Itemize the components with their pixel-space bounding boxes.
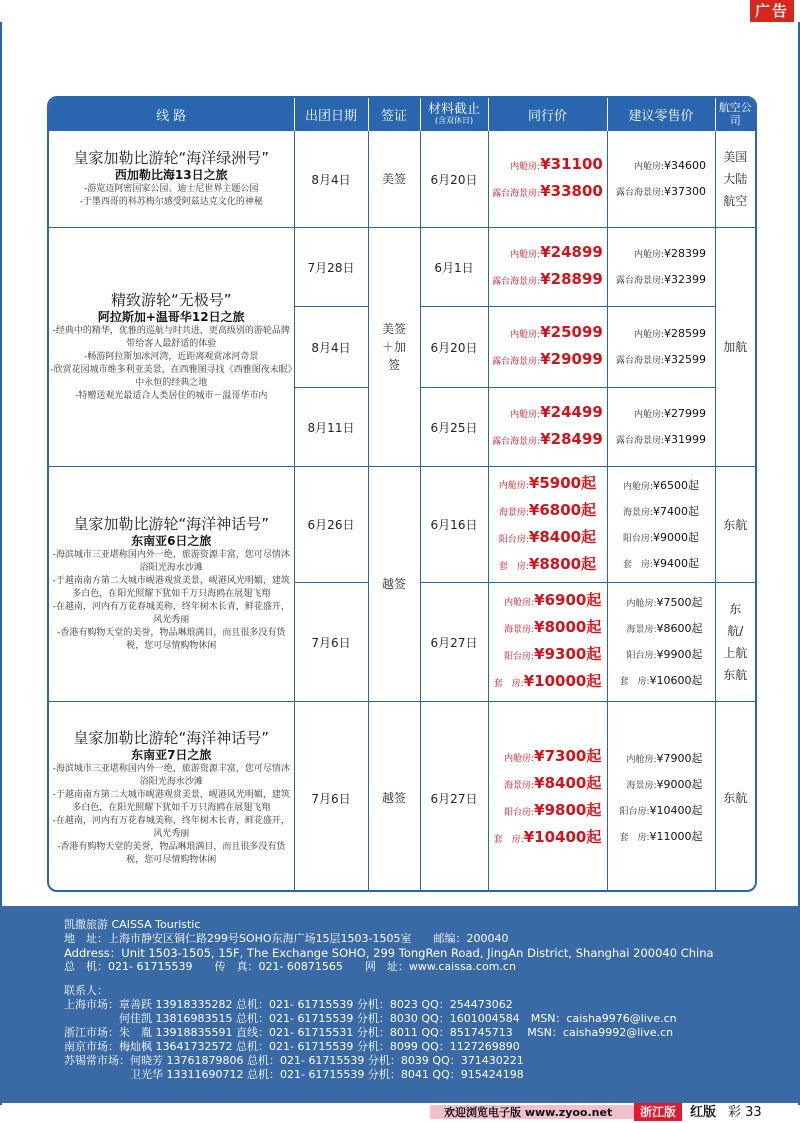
peer-price-cell: [488, 228, 607, 307]
price-line: [499, 471, 596, 498]
retail-price-cell: [607, 228, 715, 307]
departure-date: 8月4日: [294, 307, 368, 388]
price-line: [619, 772, 702, 798]
retail-price-cell: [607, 702, 715, 893]
cabin-label: 内舱房:: [510, 330, 541, 340]
peer-price: ¥8800起: [528, 554, 597, 573]
itinerary-highlight: -经典中的精华，优雅的巡航与时共进，更高级别的游轮品牌带给客人最舒适的体验: [52, 326, 290, 349]
peer-price: ¥24499: [540, 403, 603, 421]
price-line: [616, 179, 706, 205]
retail-price-cell: [607, 467, 715, 583]
visa-label: 美签: [381, 172, 406, 186]
header-date: 出团日期: [294, 98, 368, 131]
price-line: [619, 746, 702, 772]
peer-price: ¥33800: [540, 182, 603, 200]
visa-type: [368, 702, 420, 893]
retail-price: ¥6500起: [653, 478, 700, 492]
price-line: [494, 798, 602, 825]
airline-cell: [715, 228, 755, 467]
price-line: [494, 642, 602, 669]
cabin-label: 套 房:: [619, 833, 650, 843]
price-list: [492, 240, 603, 294]
header-route: 线 路: [49, 98, 294, 131]
cabin-label: 内舱房:: [626, 599, 657, 609]
retail-price: ¥7400起: [653, 504, 700, 518]
cabin-label: 阳台房:: [498, 534, 529, 545]
price-list: [494, 744, 602, 852]
airline-cell: [715, 583, 755, 702]
itinerary-highlight: -畅游阿拉斯加冰河湾，近距离观赏冰河奇景: [84, 352, 259, 362]
cabin-label: 内舱房:: [510, 162, 541, 172]
cabin-label: 露台海景房:: [492, 357, 541, 367]
header-peer-price: 同行价: [488, 98, 607, 131]
peer-price-cell: [488, 307, 607, 388]
retail-price-cell: [607, 388, 715, 467]
departure-date: 7月6日: [294, 583, 368, 702]
itinerary-highlight: -香港有购物天堂的美誉，物品琳琅满目，而且很多没有货税，您可尽情购物休闲: [57, 842, 286, 865]
header-airline: [715, 98, 755, 131]
itinerary-highlight: -特赠送观光最适合人类居住的城市－温哥华市内: [75, 391, 268, 401]
address-en: Address：Unit 1503-1505, 15F, The Exchange SOHO, 299 TongRen Road, JingAn District, Shanghai 200040 China: [64, 946, 714, 960]
price-line: [623, 525, 699, 551]
retail-price-cell: [607, 131, 715, 228]
ship-name: 皇家加勒比游轮“海洋神话号”: [73, 729, 270, 747]
cabin-label: 阳台房:: [622, 533, 654, 544]
peer-price: ¥5900起: [528, 473, 597, 492]
cabin-label: 阳台房:: [626, 651, 657, 661]
price-list: [492, 400, 603, 454]
tour-row: [49, 228, 755, 307]
price-list: [616, 401, 706, 453]
retail-price: ¥9000起: [653, 530, 700, 544]
departure-date: 7月28日: [294, 228, 368, 307]
retail-price: ¥28399: [664, 247, 707, 260]
price-line: [492, 152, 603, 179]
material-deadline: 6月16日: [420, 467, 488, 583]
price-line: [494, 825, 602, 852]
price-line: [616, 267, 706, 293]
peer-price: ¥8400起: [534, 774, 602, 792]
price-line: [616, 347, 706, 373]
peer-price: ¥28899: [540, 270, 603, 288]
header-deadline-note: (含双休日): [434, 116, 474, 125]
peer-price: ¥6800起: [528, 500, 597, 519]
material-deadline: 6月27日: [420, 702, 488, 893]
header-retail-price: 建议零售价: [607, 98, 715, 131]
route-cell: [49, 228, 294, 467]
price-line: [492, 400, 603, 427]
retail-price: ¥32599: [664, 353, 707, 366]
peer-price: ¥25099: [540, 323, 603, 341]
peer-price: ¥10000起: [523, 672, 602, 690]
cabin-label: 内舱房:: [510, 250, 541, 260]
contact-footer: [0, 906, 800, 1103]
peer-price: ¥24899: [540, 243, 603, 261]
price-line: [492, 347, 603, 374]
welcome-link[interactable]: 欢迎浏览电子版 www.zyoo.net: [444, 1106, 613, 1119]
cabin-label: 内舱房:: [633, 250, 665, 260]
price-line: [494, 615, 602, 642]
cabin-label: 海景房:: [504, 781, 535, 791]
retail-price: ¥9900起: [656, 648, 703, 661]
footer-gap: [64, 974, 800, 984]
price-line: [499, 525, 596, 552]
cabin-label: 阳台房:: [619, 807, 650, 817]
edition-tag: 浙江版: [634, 1103, 682, 1121]
contacts-title: 联系人：: [64, 984, 108, 997]
retail-price: ¥37300: [664, 185, 707, 198]
peer-price-cell: [488, 583, 607, 702]
peer-price-cell: [488, 467, 607, 583]
route-cell: [49, 702, 294, 893]
peer-price: ¥9800起: [534, 801, 602, 819]
contact-line: 浙江市场：朱 胤 13918835591 直线：021- 61715531 分机：8011 QQ：851745713 MSN：caisha9992@live.cn: [64, 1026, 674, 1039]
cabin-label: 内舱房:: [626, 755, 657, 765]
price-list: [619, 590, 702, 694]
price-list: [492, 152, 603, 206]
airline-label: 加航: [723, 340, 748, 354]
cabin-label: 露台海景房:: [615, 356, 665, 366]
cabin-label: 套 房:: [498, 561, 529, 572]
itinerary-highlight: -海滨城市三亚堪称国内外一绝，旅游资源丰富，您可尽情沐浴阳光海水沙滩: [52, 550, 290, 573]
price-line: [499, 552, 596, 579]
price-list: [616, 321, 706, 373]
price-line: [492, 267, 603, 294]
cabin-label: 露台海景房:: [492, 189, 541, 199]
retail-price: ¥9400起: [653, 556, 700, 570]
visa-label: 越签: [381, 791, 406, 805]
material-deadline: 6月1日: [420, 228, 488, 307]
company-name: 凯撒旅游 CAISSA Touristic: [64, 918, 201, 931]
phone-line: 总 机：021- 61715539 传 真：021- 60871565 网 址：www.caissa.com.cn: [64, 960, 516, 973]
peer-price: ¥10400起: [523, 828, 602, 846]
retail-price: ¥28599: [664, 327, 707, 340]
itinerary-title: 东南亚6日之旅: [131, 534, 212, 548]
airline-label: 东航/上航东航: [723, 602, 748, 682]
peer-price: ¥29099: [540, 350, 603, 368]
retail-price: ¥10600起: [649, 674, 703, 687]
visa-type: [368, 467, 420, 702]
material-deadline: 6月27日: [420, 583, 488, 702]
cabin-label: 内舱房:: [504, 598, 535, 608]
itinerary-title: 东南亚7日之旅: [131, 748, 212, 762]
price-line: [623, 499, 699, 525]
cabin-label: 套 房:: [622, 559, 654, 570]
retail-price: ¥9000起: [656, 778, 703, 791]
retail-price: ¥32399: [664, 273, 707, 286]
retail-price-cell: [607, 307, 715, 388]
peer-price: ¥28499: [540, 430, 603, 448]
retail-price: ¥31999: [664, 433, 707, 446]
itinerary-highlight: -海滨城市三亚堪称国内外一绝，旅游资源丰富，您可尽情沐浴阳光海水沙滩: [52, 764, 290, 787]
visa-label: 美签＋加签: [381, 322, 406, 372]
cabin-label: 露台海景房:: [615, 436, 665, 446]
price-line: [494, 588, 602, 615]
price-line: [619, 616, 702, 642]
material-deadline: 6月20日: [420, 307, 488, 388]
itinerary-highlight: -在越南，河内有万花春城美称，终年树木长青，鲜花盛开，风光秀丽: [52, 602, 290, 625]
price-line: [492, 179, 603, 206]
ship-name: 皇家加勒比游轮“海洋神话号”: [73, 515, 270, 533]
peer-price: ¥6900起: [534, 591, 602, 609]
price-list: [616, 153, 706, 205]
price-line: [492, 240, 603, 267]
peer-price: ¥7300起: [534, 747, 602, 765]
tour-row: [49, 702, 755, 893]
cabin-label: 海景房:: [626, 781, 657, 791]
departure-date: 8月4日: [294, 131, 368, 228]
price-line: [616, 153, 706, 179]
peer-price-cell: [488, 388, 607, 467]
cabin-label: 海景房:: [622, 507, 654, 518]
peer-price: ¥31100: [540, 155, 603, 173]
price-line: [494, 669, 602, 696]
itinerary-highlight: -于越南南方第二大城市岘港观赏美景，岘港风光明媚，建筑多白色，在阳光照耀下犹如千万只海鸥在展翅飞翔: [52, 576, 290, 599]
itinerary-highlight: -于越南南方第二大城市岘港观赏美景，岘港风光明媚，建筑多白色，在阳光照耀下犹如千万只海鸥在展翅飞翔: [52, 790, 290, 813]
header-visa: 签证: [368, 98, 420, 131]
retail-price: ¥11000起: [649, 830, 703, 843]
departure-date: 6月26日: [294, 467, 368, 583]
material-deadline: 6月25日: [420, 388, 488, 467]
tour-price-table: [47, 96, 757, 892]
cabin-label: 内舱房:: [498, 480, 529, 491]
cabin-label: 露台海景房:: [492, 277, 541, 287]
itinerary-title: 阿拉斯加+温哥华12日之旅: [97, 310, 245, 324]
cabin-label: 内舱房:: [622, 481, 654, 492]
itinerary-highlight: -游览迈阿密国家公园、迪士尼世界主题公园: [84, 184, 259, 194]
retail-price: ¥27999: [664, 407, 707, 420]
tour-row: [49, 131, 755, 228]
cabin-label: 露台海景房:: [615, 276, 665, 286]
price-line: [616, 241, 706, 267]
cabin-label: 内舱房:: [633, 162, 665, 172]
ad-badge: 广告: [750, 0, 794, 22]
airline-label: 东航: [723, 791, 748, 805]
peer-price: ¥8400起: [528, 527, 597, 546]
retail-price: ¥7500起: [656, 596, 703, 609]
itinerary-title: 西加勒比海13日之旅: [114, 168, 228, 182]
retail-price: ¥10400起: [649, 804, 703, 817]
table-header-row: [49, 98, 755, 131]
cabin-label: 内舱房:: [633, 410, 665, 420]
cabin-label: 套 房:: [493, 835, 524, 845]
cabin-label: 海景房:: [626, 625, 657, 635]
peer-price: ¥9300起: [534, 645, 602, 663]
itinerary-highlight: -欣赏花园城市维多利亚美景，在西雅图寻找《西雅图夜未眠》中永恒的经典之地: [50, 365, 293, 388]
retail-price: ¥34600: [664, 159, 707, 172]
header-airline-label: 航空公司: [718, 101, 752, 127]
price-line: [494, 744, 602, 771]
cabin-label: 露台海景房:: [492, 437, 541, 447]
visa-type: [368, 228, 420, 467]
departure-date: 7月6日: [294, 702, 368, 893]
price-line: [494, 771, 602, 798]
price-line: [492, 320, 603, 347]
price-list: [619, 746, 702, 850]
airline-cell: [715, 467, 755, 583]
price-list: [616, 241, 706, 293]
itinerary-highlight: -香港有购物天堂的美誉，物品琳琅满目，而且很多没有货税，您可尽情购物休闲: [57, 628, 286, 651]
itinerary-highlight: -于墨西哥的科苏梅尔感受阿兹达克文化的神秘: [79, 197, 263, 207]
visa-type: [368, 131, 420, 228]
page-number: 彩 33: [728, 1105, 762, 1120]
contact-line: 南京市场：梅灿枫 13641732572 总机：021- 61715539 分机：8099 QQ：1127269890: [64, 1040, 520, 1053]
route-cell: [49, 131, 294, 228]
edition-label: 红版: [690, 1105, 717, 1120]
airline-label: 东航: [723, 517, 748, 532]
cabin-label: 海景房:: [498, 507, 529, 518]
material-deadline: 6月20日: [420, 131, 488, 228]
ship-name: 精致游轮“无极号”: [110, 291, 232, 309]
price-list: [623, 473, 699, 577]
price-line: [619, 668, 702, 694]
tour-row: [49, 467, 755, 583]
bottom-bar: [0, 1103, 800, 1123]
cabin-label: 内舱房:: [633, 330, 665, 340]
retail-price-cell: [607, 583, 715, 702]
retail-price: ¥7900起: [656, 752, 703, 765]
cabin-label: 露台海景房:: [615, 188, 665, 198]
tour-table: [49, 98, 755, 892]
contact-line: 卫光华 13311690712 总机：021- 61715539 分机：8041 QQ：915424198: [64, 1068, 524, 1081]
price-list: [492, 320, 603, 374]
contact-line: 苏锡常市场：何晓芳 13761879806 总机：021- 61715539 分机：8039 QQ：371430221: [64, 1054, 524, 1067]
airline-label: 美国大陆航空: [723, 150, 748, 208]
price-line: [616, 401, 706, 427]
cabin-label: 内舱房:: [510, 410, 541, 420]
peer-price: ¥8000起: [534, 618, 602, 636]
price-list: [499, 471, 596, 579]
price-line: [619, 798, 702, 824]
peer-price-cell: [488, 131, 607, 228]
contact-line: 何佳凯 13816983515 总机：021- 61715539 分机：8030 QQ：1601004584 MSN：caisha9976@live.cn: [64, 1012, 677, 1025]
price-line: [499, 498, 596, 525]
price-line: [619, 590, 702, 616]
price-line: [623, 473, 699, 499]
price-line: [616, 427, 706, 453]
price-line: [492, 427, 603, 454]
departure-date: 8月11日: [294, 388, 368, 467]
price-line: [623, 551, 699, 577]
address-cn: 地 址：上海市静安区铜仁路299号SOHO东海广场15层1503-1505室 邮编：200040: [64, 932, 509, 945]
header-deadline: [420, 98, 488, 131]
contact-list: [64, 998, 800, 1082]
price-line: [619, 642, 702, 668]
price-list: [494, 588, 602, 696]
airline-cell: [715, 702, 755, 893]
contact-line: 上海市场：章善跃 13918335282 总机：021- 61715539 分机：8023 QQ：254473062: [64, 998, 513, 1011]
cabin-label: 套 房:: [493, 679, 524, 689]
visa-label: 越签: [381, 577, 406, 591]
price-line: [619, 824, 702, 850]
airline-cell: [715, 131, 755, 228]
cabin-label: 内舱房:: [504, 754, 535, 764]
ship-name: 皇家加勒比游轮“海洋绿洲号”: [73, 149, 270, 167]
cabin-label: 阳台房:: [504, 808, 535, 818]
peer-price-cell: [488, 702, 607, 893]
retail-price: ¥8600起: [656, 622, 703, 635]
cabin-label: 套 房:: [619, 677, 650, 687]
cabin-label: 阳台房:: [504, 652, 535, 662]
route-cell: [49, 467, 294, 702]
header-deadline-label: 材料截止: [427, 102, 480, 117]
itinerary-highlight: -在越南，河内有万花春城美称，终年树木长青，鲜花盛开，风光秀丽: [52, 816, 290, 839]
cabin-label: 海景房:: [504, 625, 535, 635]
price-line: [616, 321, 706, 347]
